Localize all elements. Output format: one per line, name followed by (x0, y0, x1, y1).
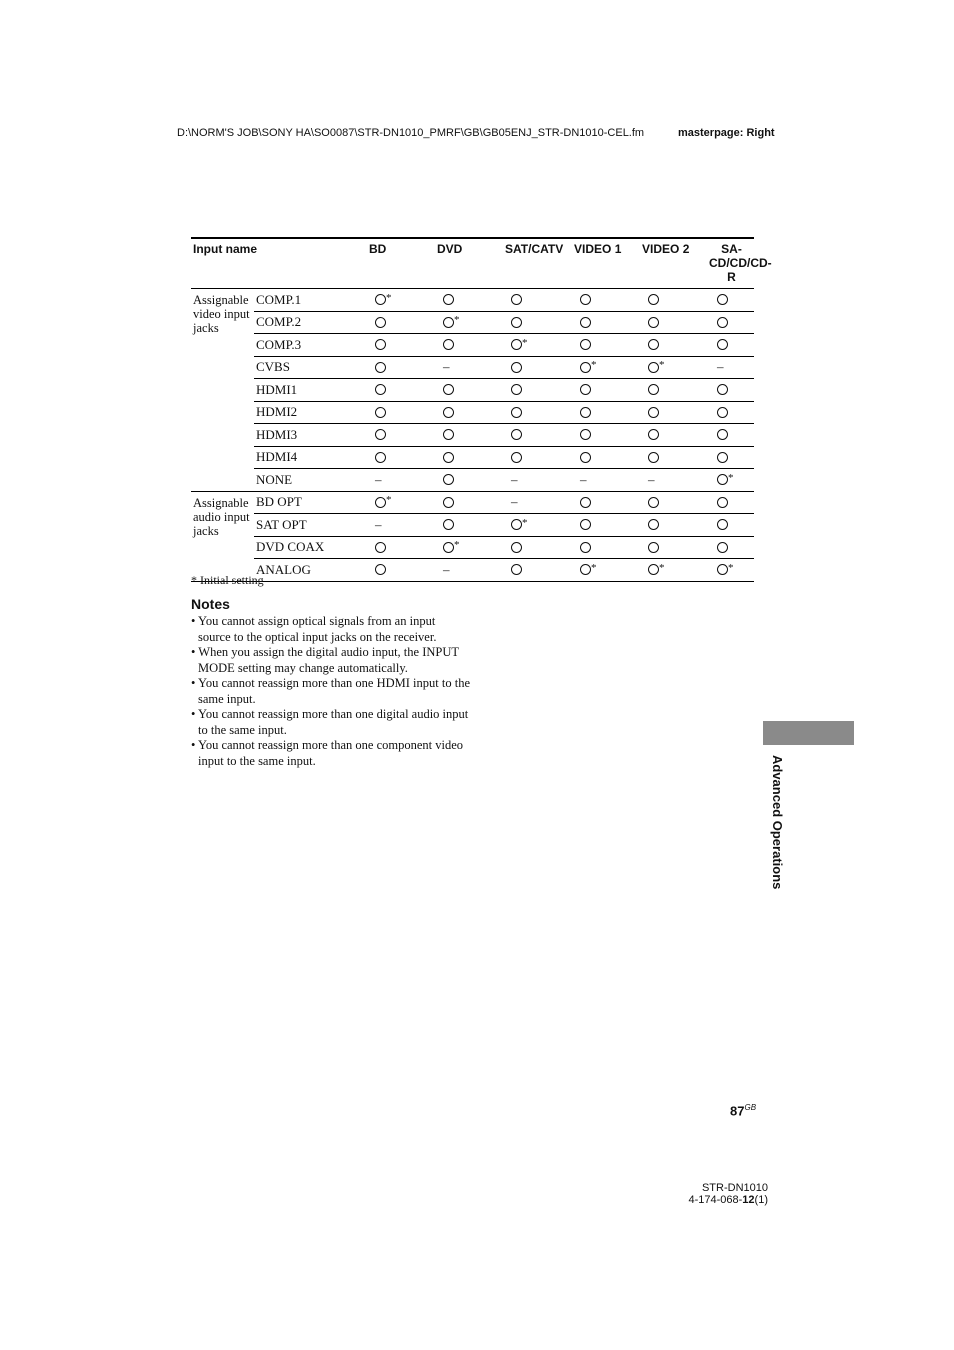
available-circle-icon (648, 384, 659, 395)
note-item: • You cannot assign optical signals from an input source to the optical input jacks on the receiver. (191, 614, 437, 644)
col-header-video1: VIDEO 1 (572, 238, 640, 289)
availability-cell (503, 514, 572, 537)
availability-cell (503, 491, 572, 514)
table-row (191, 491, 754, 514)
initial-setting-mark: * (522, 336, 528, 349)
available-circle-icon (375, 339, 386, 350)
availability-cell (572, 424, 640, 447)
table-row (191, 289, 754, 312)
available-circle-icon (580, 294, 591, 305)
input-name-cell: CVBS (254, 356, 367, 379)
availability-cell (367, 491, 435, 514)
section-tab-marker (763, 721, 854, 745)
availability-cell (572, 334, 640, 357)
availability-cell (367, 446, 435, 469)
available-circle-icon (375, 542, 386, 553)
table-row (191, 311, 754, 334)
availability-cell (367, 536, 435, 559)
availability-cell (709, 379, 754, 402)
not-available-dash: – (375, 516, 382, 532)
available-circle-icon (511, 384, 522, 395)
availability-cell (367, 311, 435, 334)
availability-cell (435, 446, 503, 469)
available-circle-icon (648, 339, 659, 350)
availability-cell (435, 491, 503, 514)
table-row (191, 536, 754, 559)
available-circle-icon (717, 384, 728, 395)
not-available-dash: – (511, 471, 518, 487)
header-file-path: D:\NORM'S JOB\SONY HA\SO0087\STR-DN1010_PMRF\GB\GB05ENJ_STR-DN1010-CEL.fm (177, 127, 645, 139)
page-number-value: 87 (730, 1103, 745, 1119)
input-name-cell: COMP.2 (254, 311, 367, 334)
available-circle-icon (511, 294, 522, 305)
col-header-video2: VIDEO 2 (640, 238, 709, 289)
available-circle-icon (443, 452, 454, 463)
input-name-cell: DVD COAX (254, 536, 367, 559)
available-circle-icon (511, 429, 522, 440)
available-circle-icon (443, 497, 454, 508)
availability-cell (640, 559, 709, 582)
available-circle-icon (375, 317, 386, 328)
availability-cell (503, 401, 572, 424)
availability-cell (435, 334, 503, 357)
col-header-sat-catv: SAT/CATV (503, 238, 572, 289)
initial-setting-mark: * (728, 471, 734, 484)
model-code (687, 1182, 768, 1206)
initial-setting-mark: * (659, 561, 665, 574)
input-name-cell: NONE (254, 469, 367, 492)
section-tab-text: Advanced Operations (770, 755, 785, 890)
availability-cell (367, 334, 435, 357)
available-circle-icon (511, 452, 522, 463)
initial-setting-mark: * (522, 516, 528, 529)
available-circle-icon (580, 362, 591, 373)
available-circle-icon (580, 452, 591, 463)
available-circle-icon (511, 542, 522, 553)
initial-setting-mark: * (591, 561, 597, 574)
availability-cell (640, 536, 709, 559)
part-number (687, 1194, 768, 1206)
available-circle-icon (511, 362, 522, 373)
available-circle-icon (648, 294, 659, 305)
notes-title: Notes (191, 596, 230, 612)
available-circle-icon (580, 384, 591, 395)
available-circle-icon (717, 317, 728, 328)
availability-cell (572, 559, 640, 582)
available-circle-icon (443, 407, 454, 418)
availability-cell (709, 401, 754, 424)
availability-cell (367, 424, 435, 447)
part-number-suffix: (1) (754, 1194, 768, 1206)
initial-setting-mark: * (659, 359, 665, 372)
availability-cell (709, 446, 754, 469)
available-circle-icon (648, 407, 659, 418)
part-number-bold: 12 (742, 1194, 755, 1206)
available-circle-icon (648, 362, 659, 373)
availability-cell (640, 379, 709, 402)
availability-cell (640, 356, 709, 379)
availability-cell (709, 311, 754, 334)
input-name-cell: HDMI2 (254, 401, 367, 424)
input-name-cell: BD OPT (254, 491, 367, 514)
availability-cell (709, 559, 754, 582)
availability-cell (640, 289, 709, 312)
page-number-suffix: GB (744, 1103, 757, 1112)
col-header-sacd-cd-cdr: SA-CD/CD/CD-R (709, 238, 754, 289)
not-available-dash: – (580, 471, 587, 487)
availability-cell (435, 379, 503, 402)
available-circle-icon (375, 497, 386, 508)
availability-cell (503, 446, 572, 469)
available-circle-icon (580, 497, 591, 508)
availability-cell (709, 356, 754, 379)
model-name: STR-DN1010 (701, 1182, 768, 1194)
availability-cell (435, 356, 503, 379)
table-footnote: * Initial setting (191, 573, 264, 587)
availability-cell (572, 536, 640, 559)
available-circle-icon (511, 407, 522, 418)
availability-cell (503, 289, 572, 312)
availability-cell (435, 424, 503, 447)
available-circle-icon (648, 429, 659, 440)
section-tab-label (763, 755, 793, 915)
availability-cell (572, 469, 640, 492)
availability-cell (572, 289, 640, 312)
available-circle-icon (443, 294, 454, 305)
not-available-dash: – (375, 471, 382, 487)
table-row (191, 401, 754, 424)
available-circle-icon (580, 407, 591, 418)
availability-cell (640, 514, 709, 537)
availability-cell (572, 356, 640, 379)
availability-cell (503, 356, 572, 379)
availability-cell (435, 469, 503, 492)
available-circle-icon (375, 564, 386, 575)
availability-cell (435, 289, 503, 312)
availability-cell (640, 334, 709, 357)
available-circle-icon (443, 384, 454, 395)
available-circle-icon (580, 519, 591, 530)
available-circle-icon (375, 384, 386, 395)
available-circle-icon (648, 519, 659, 530)
table-body (191, 289, 754, 582)
available-circle-icon (717, 339, 728, 350)
available-circle-icon (648, 452, 659, 463)
note-item: • When you assign the digital audio input, the INPUT MODE setting may change automatically. (191, 645, 459, 675)
table-header-row (191, 238, 754, 289)
table-row (191, 514, 754, 537)
availability-cell (367, 514, 435, 537)
col-header-dvd: DVD (435, 238, 503, 289)
not-available-dash: – (717, 359, 724, 375)
available-circle-icon (648, 497, 659, 508)
availability-cell (572, 491, 640, 514)
input-name-cell: SAT OPT (254, 514, 367, 537)
availability-cell (503, 536, 572, 559)
availability-cell (572, 379, 640, 402)
col-header-bd: BD (367, 238, 435, 289)
availability-cell (435, 559, 503, 582)
initial-setting-mark: * (386, 494, 392, 507)
input-name-cell: HDMI1 (254, 379, 367, 402)
availability-cell (572, 514, 640, 537)
availability-cell (709, 514, 754, 537)
available-circle-icon (375, 294, 386, 305)
row-group-label: Assignable video input jacks (191, 289, 254, 492)
availability-cell (640, 446, 709, 469)
available-circle-icon (717, 519, 728, 530)
availability-cell (709, 469, 754, 492)
availability-cell (640, 491, 709, 514)
availability-cell (572, 401, 640, 424)
availability-cell (503, 311, 572, 334)
input-name-cell: ANALOG (254, 559, 367, 582)
available-circle-icon (375, 407, 386, 418)
available-circle-icon (717, 497, 728, 508)
availability-cell (709, 334, 754, 357)
available-circle-icon (717, 452, 728, 463)
availability-cell (367, 559, 435, 582)
initial-setting-mark: * (454, 314, 460, 327)
availability-cell (435, 311, 503, 334)
available-circle-icon (443, 474, 454, 485)
notes-list (191, 614, 471, 769)
available-circle-icon (717, 542, 728, 553)
table-row (191, 334, 754, 357)
part-number-prefix: 4-174-068- (688, 1194, 743, 1206)
note-item: • You cannot reassign more than one component video input to the same input. (191, 738, 464, 768)
not-available-dash: – (443, 359, 450, 375)
availability-cell (503, 424, 572, 447)
col-header-input-name: Input name (191, 238, 367, 289)
available-circle-icon (580, 317, 591, 328)
availability-cell (640, 311, 709, 334)
availability-cell (640, 469, 709, 492)
input-name-cell: HDMI3 (254, 424, 367, 447)
availability-cell (367, 356, 435, 379)
availability-cell (435, 401, 503, 424)
availability-cell (367, 469, 435, 492)
available-circle-icon (717, 294, 728, 305)
available-circle-icon (717, 407, 728, 418)
availability-cell (367, 401, 435, 424)
availability-cell (640, 401, 709, 424)
availability-cell (503, 379, 572, 402)
available-circle-icon (443, 317, 454, 328)
available-circle-icon (443, 339, 454, 350)
table-row (191, 379, 754, 402)
input-assignment-table (191, 237, 772, 582)
available-circle-icon (717, 429, 728, 440)
availability-cell (367, 379, 435, 402)
availability-cell (503, 334, 572, 357)
table-row (191, 446, 754, 469)
availability-cell (503, 559, 572, 582)
note-item: • You cannot reassign more than one digital audio input to the same input. (191, 707, 469, 737)
available-circle-icon (580, 429, 591, 440)
availability-cell (435, 514, 503, 537)
availability-cell (709, 289, 754, 312)
availability-cell (709, 424, 754, 447)
availability-cell (709, 536, 754, 559)
header-masterpage: masterpage: Right (678, 127, 775, 139)
available-circle-icon (511, 519, 522, 530)
available-circle-icon (717, 564, 728, 575)
initial-setting-mark: * (728, 561, 734, 574)
page-number (730, 1103, 756, 1118)
availability-cell (367, 289, 435, 312)
available-circle-icon (511, 317, 522, 328)
available-circle-icon (375, 362, 386, 373)
not-available-dash: – (511, 494, 518, 510)
available-circle-icon (580, 564, 591, 575)
table-row (191, 424, 754, 447)
table-row (191, 469, 754, 492)
availability-cell (435, 536, 503, 559)
available-circle-icon (443, 429, 454, 440)
table-row (191, 559, 754, 582)
available-circle-icon (580, 542, 591, 553)
available-circle-icon (375, 429, 386, 440)
available-circle-icon (443, 542, 454, 553)
available-circle-icon (648, 542, 659, 553)
initial-setting-mark: * (454, 539, 460, 552)
initial-setting-mark: * (386, 291, 392, 304)
row-group-label: Assignable audio input jacks (191, 491, 254, 581)
available-circle-icon (648, 564, 659, 575)
not-available-dash: – (443, 561, 450, 577)
availability-cell (572, 446, 640, 469)
available-circle-icon (717, 474, 728, 485)
available-circle-icon (511, 564, 522, 575)
input-name-cell: HDMI4 (254, 446, 367, 469)
input-name-cell: COMP.3 (254, 334, 367, 357)
available-circle-icon (443, 519, 454, 530)
availability-cell (709, 491, 754, 514)
available-circle-icon (511, 339, 522, 350)
availability-cell (572, 311, 640, 334)
availability-cell (503, 469, 572, 492)
note-item: • You cannot reassign more than one HDMI input to the same input. (191, 676, 470, 706)
input-name-cell: COMP.1 (254, 289, 367, 312)
available-circle-icon (580, 339, 591, 350)
available-circle-icon (375, 452, 386, 463)
not-available-dash: – (648, 471, 655, 487)
available-circle-icon (648, 317, 659, 328)
table-row (191, 356, 754, 379)
availability-cell (640, 424, 709, 447)
initial-setting-mark: * (591, 359, 597, 372)
